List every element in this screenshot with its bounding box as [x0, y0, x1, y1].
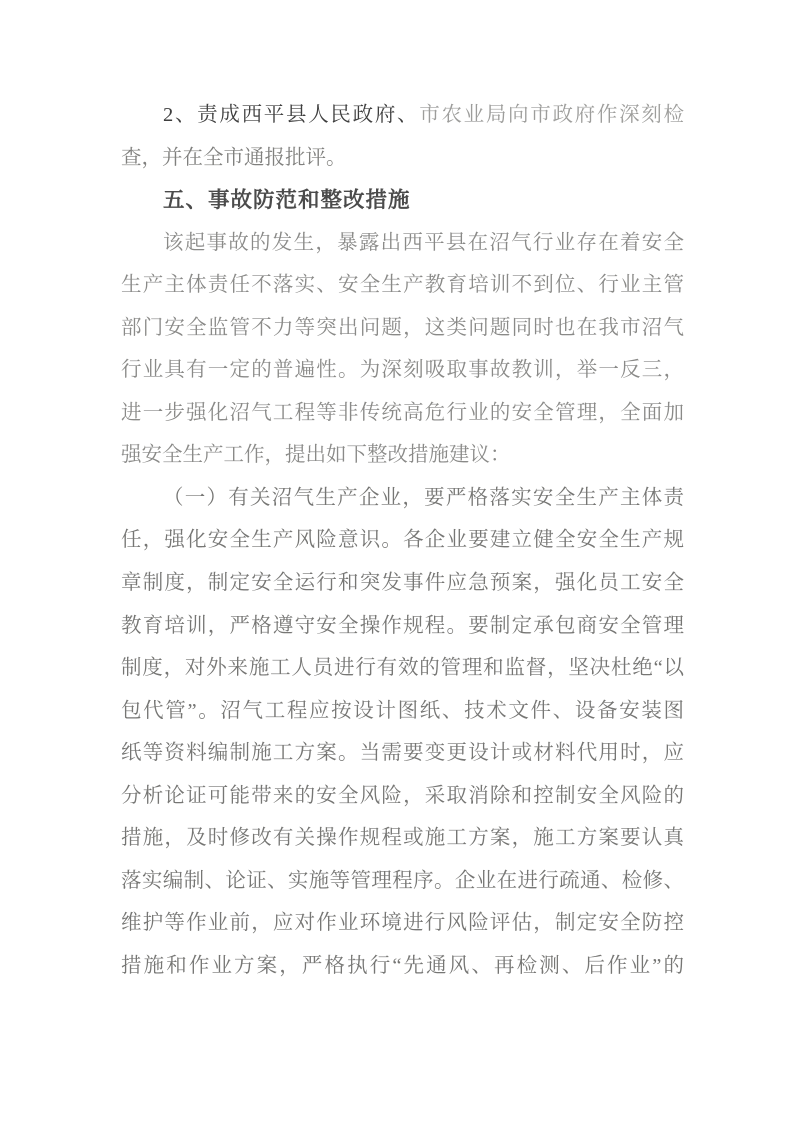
text-line — [121, 94, 684, 137]
text-run: 纸等资料编制施工方案。当需要变更设计或材料代用时，应 — [121, 742, 684, 765]
text-line — [121, 222, 684, 265]
text-run: 章制度，制定安全运行和突发事件应急预案，强化员工安全 — [121, 572, 684, 595]
text-run: 包代管”。沼气工程应按设计图纸、技术文件、设备安装图 — [121, 699, 684, 722]
text-run: 任，强化安全生产风险意识。各企业要建立健全安全生产规 — [121, 529, 684, 552]
text-run: 维护等作业前，应对作业环境进行风险评估，制定安全防控 — [121, 912, 684, 935]
text-run: 部门安全监管不力等突出问题，这类问题同时也在我市沼气 — [121, 316, 684, 339]
text-run: （一）有关沼气生产企业，要严格落实安全生产主体责 — [163, 486, 684, 509]
text-run: 制度，对外来施工人员进行有效的管理和监督，坚决杜绝“以 — [121, 657, 684, 680]
text-line — [121, 264, 684, 307]
text-line — [121, 307, 684, 350]
text-line — [121, 392, 684, 435]
text-run: 查，并在全市通报批评。 — [121, 146, 347, 169]
text-line — [121, 817, 684, 860]
text-run: 生产主体责任不落实、安全生产教育培训不到位、行业主管 — [121, 274, 684, 297]
text-run: 分析论证可能带来的安全风险，采取消除和控制安全风险的 — [121, 784, 684, 807]
text-run: 该起事故的发生，暴露出西平县在沼气行业存在着安全 — [163, 231, 684, 254]
text-run: 五、事故防范和整改措施 — [163, 188, 411, 213]
text-line — [121, 477, 684, 520]
text-run: 行业具有一定的普遍性。为深刻吸取事故教训，举一反三， — [121, 359, 684, 382]
text-line — [121, 775, 684, 818]
text-run: 教育培训，严格遵守安全操作规程。要制定承包商安全管理 — [121, 614, 684, 637]
document-body — [121, 94, 684, 987]
text-run: 落实编制、论证、实施等管理程序。企业在进行疏通、检修、 — [121, 869, 684, 892]
text-line — [121, 647, 684, 690]
text-line — [121, 349, 684, 392]
text-run: 市农业局向市政府作深刻检 — [419, 104, 684, 126]
text-line — [121, 434, 684, 477]
text-run: 措施和作业方案，严格执行“先通风、再检测、后作业”的 — [121, 954, 684, 977]
text-line — [121, 562, 684, 605]
text-line — [121, 902, 684, 945]
text-run: 2、责成西平县人民政府、 — [163, 104, 420, 126]
text-line — [121, 137, 684, 180]
text-line — [121, 605, 684, 648]
text-line — [121, 690, 684, 733]
text-run: 强安全生产工作，提出如下整改措施建议： — [121, 444, 511, 467]
text-line — [121, 860, 684, 903]
text-line — [121, 732, 684, 775]
text-line — [121, 519, 684, 562]
text-line — [121, 945, 684, 988]
section-heading — [121, 179, 684, 222]
text-run: 进一步强化沼气工程等非传统高危行业的安全管理，全面加 — [121, 401, 684, 424]
text-run: 措施，及时修改有关操作规程或施工方案，施工方案要认真 — [121, 827, 684, 850]
